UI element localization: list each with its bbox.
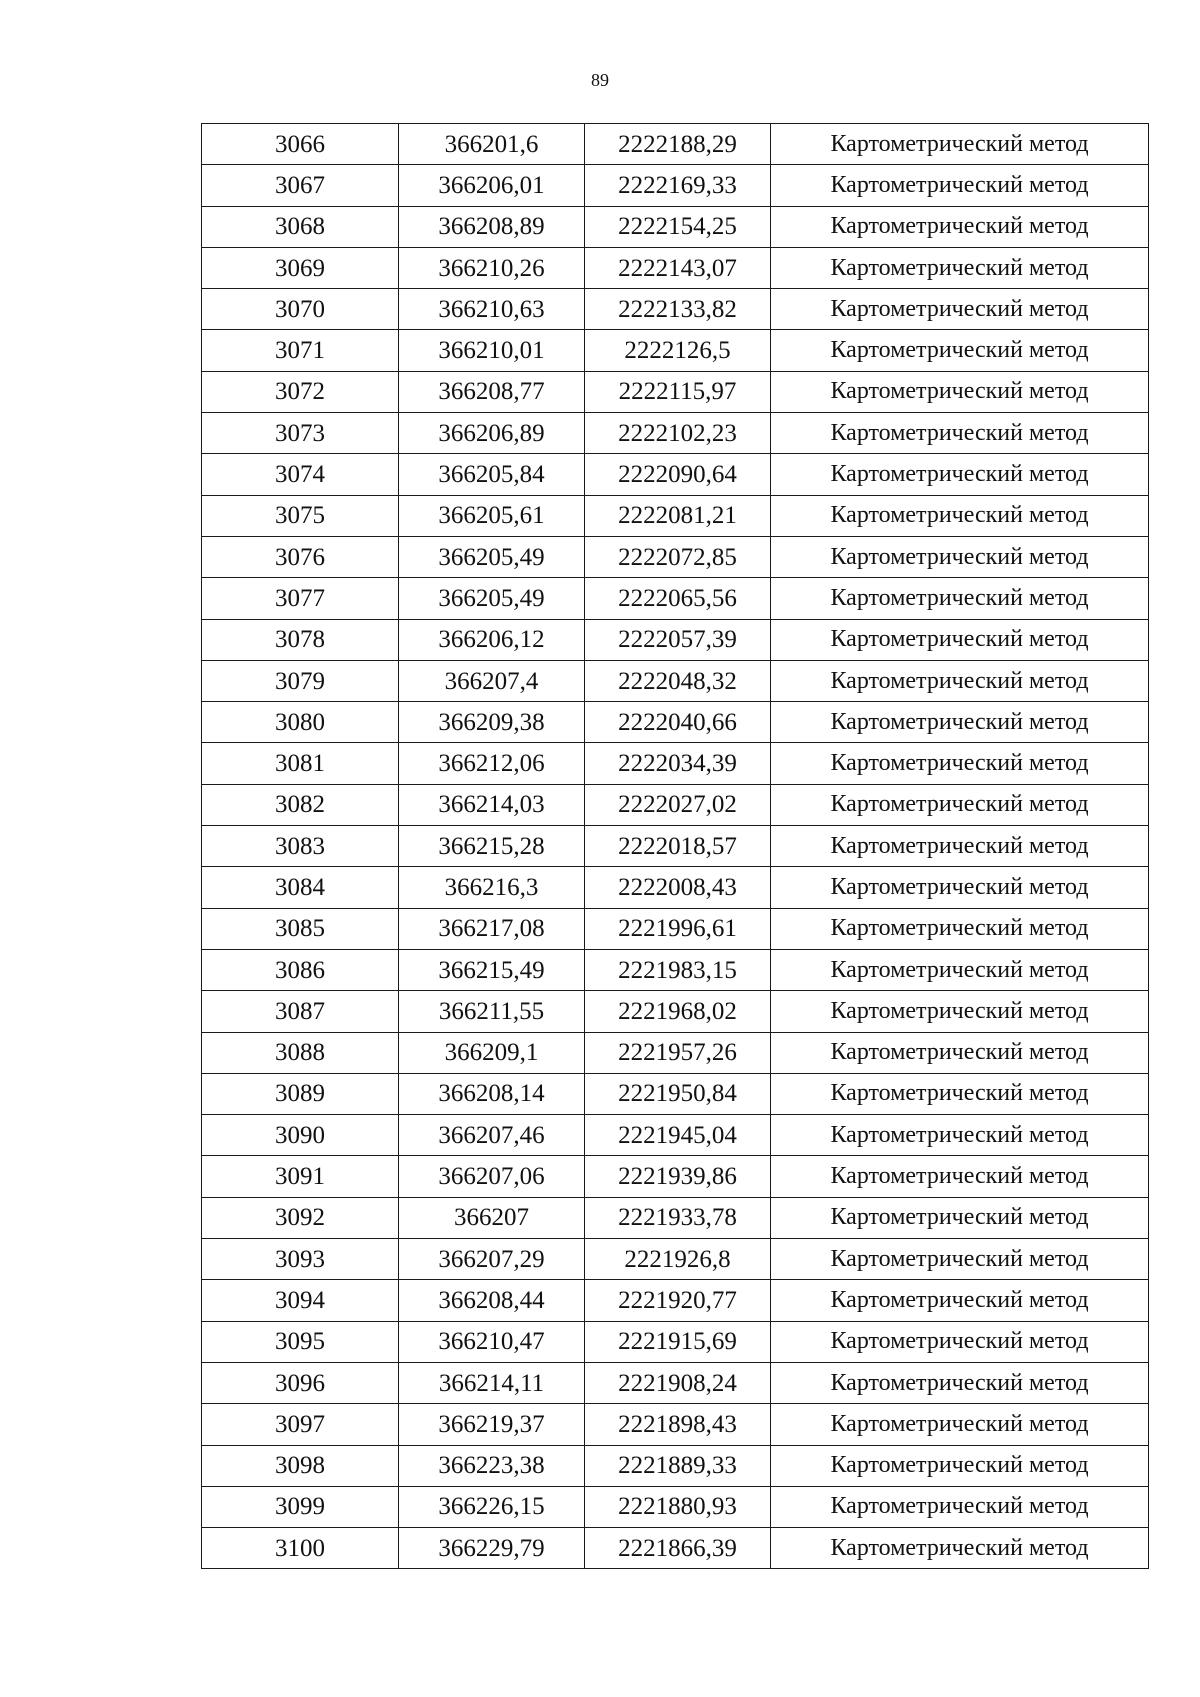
table-row xyxy=(202,289,1149,330)
x-coordinate-cell: 366214,11 xyxy=(399,1362,585,1403)
method-cell: Картометрический метод xyxy=(771,1239,1149,1280)
x-coordinate-cell: 366214,03 xyxy=(399,784,585,825)
y-coordinate-cell: 2221939,86 xyxy=(585,1156,771,1197)
method-cell: Картометрический метод xyxy=(771,949,1149,990)
method-cell: Картометрический метод xyxy=(771,289,1149,330)
table-body xyxy=(202,124,1149,1569)
method-cell: Картометрический метод xyxy=(771,867,1149,908)
y-coordinate-cell: 2222034,39 xyxy=(585,743,771,784)
table-row xyxy=(202,908,1149,949)
y-coordinate-cell: 2221915,69 xyxy=(585,1321,771,1362)
point-number-cell: 3070 xyxy=(202,289,399,330)
method-cell: Картометрический метод xyxy=(771,1362,1149,1403)
point-number-cell: 3075 xyxy=(202,495,399,536)
x-coordinate-cell: 366207,29 xyxy=(399,1239,585,1280)
point-number-cell: 3096 xyxy=(202,1362,399,1403)
table-row xyxy=(202,619,1149,660)
x-coordinate-cell: 366208,89 xyxy=(399,206,585,247)
y-coordinate-cell: 2222048,32 xyxy=(585,660,771,701)
x-coordinate-cell: 366207,06 xyxy=(399,1156,585,1197)
method-cell: Картометрический метод xyxy=(771,1032,1149,1073)
point-number-cell: 3085 xyxy=(202,908,399,949)
y-coordinate-cell: 2221889,33 xyxy=(585,1445,771,1486)
point-number-cell: 3098 xyxy=(202,1445,399,1486)
method-cell: Картометрический метод xyxy=(771,536,1149,577)
method-cell: Картометрический метод xyxy=(771,826,1149,867)
point-number-cell: 3094 xyxy=(202,1280,399,1321)
y-coordinate-cell: 2222188,29 xyxy=(585,124,771,165)
point-number-cell: 3090 xyxy=(202,1115,399,1156)
x-coordinate-cell: 366219,37 xyxy=(399,1404,585,1445)
x-coordinate-cell: 366206,01 xyxy=(399,165,585,206)
x-coordinate-cell: 366205,84 xyxy=(399,454,585,495)
point-number-cell: 3079 xyxy=(202,660,399,701)
y-coordinate-cell: 2221933,78 xyxy=(585,1197,771,1238)
y-coordinate-cell: 2221996,61 xyxy=(585,908,771,949)
table-row xyxy=(202,165,1149,206)
method-cell: Картометрический метод xyxy=(771,124,1149,165)
y-coordinate-cell: 2221920,77 xyxy=(585,1280,771,1321)
y-coordinate-cell: 2222169,33 xyxy=(585,165,771,206)
y-coordinate-cell: 2222018,57 xyxy=(585,826,771,867)
y-coordinate-cell: 2222102,23 xyxy=(585,413,771,454)
method-cell: Картометрический метод xyxy=(771,702,1149,743)
point-number-cell: 3086 xyxy=(202,949,399,990)
y-coordinate-cell: 2222115,97 xyxy=(585,371,771,412)
y-coordinate-cell: 2221945,04 xyxy=(585,1115,771,1156)
point-number-cell: 3093 xyxy=(202,1239,399,1280)
table-row xyxy=(202,784,1149,825)
method-cell: Картометрический метод xyxy=(771,1486,1149,1527)
y-coordinate-cell: 2221957,26 xyxy=(585,1032,771,1073)
y-coordinate-cell: 2222090,64 xyxy=(585,454,771,495)
point-number-cell: 3069 xyxy=(202,247,399,288)
method-cell: Картометрический метод xyxy=(771,330,1149,371)
method-cell: Картометрический метод xyxy=(771,991,1149,1032)
point-number-cell: 3080 xyxy=(202,702,399,743)
table-row xyxy=(202,1321,1149,1362)
method-cell: Картометрический метод xyxy=(771,247,1149,288)
x-coordinate-cell: 366208,14 xyxy=(399,1073,585,1114)
table-row xyxy=(202,413,1149,454)
x-coordinate-cell: 366201,6 xyxy=(399,124,585,165)
y-coordinate-cell: 2222057,39 xyxy=(585,619,771,660)
x-coordinate-cell: 366216,3 xyxy=(399,867,585,908)
y-coordinate-cell: 2221908,24 xyxy=(585,1362,771,1403)
coordinates-table xyxy=(201,123,1149,1569)
y-coordinate-cell: 2221926,8 xyxy=(585,1239,771,1280)
x-coordinate-cell: 366229,79 xyxy=(399,1528,585,1569)
method-cell: Картометрический метод xyxy=(771,1280,1149,1321)
table-row xyxy=(202,495,1149,536)
y-coordinate-cell: 2222133,82 xyxy=(585,289,771,330)
point-number-cell: 3072 xyxy=(202,371,399,412)
y-coordinate-cell: 2222154,25 xyxy=(585,206,771,247)
x-coordinate-cell: 366210,47 xyxy=(399,1321,585,1362)
table-row xyxy=(202,826,1149,867)
point-number-cell: 3095 xyxy=(202,1321,399,1362)
y-coordinate-cell: 2222126,5 xyxy=(585,330,771,371)
x-coordinate-cell: 366217,08 xyxy=(399,908,585,949)
point-number-cell: 3071 xyxy=(202,330,399,371)
x-coordinate-cell: 366209,38 xyxy=(399,702,585,743)
y-coordinate-cell: 2222008,43 xyxy=(585,867,771,908)
x-coordinate-cell: 366205,49 xyxy=(399,578,585,619)
x-coordinate-cell: 366210,26 xyxy=(399,247,585,288)
point-number-cell: 3068 xyxy=(202,206,399,247)
table-row xyxy=(202,702,1149,743)
method-cell: Картометрический метод xyxy=(771,1115,1149,1156)
point-number-cell: 3083 xyxy=(202,826,399,867)
method-cell: Картометрический метод xyxy=(771,413,1149,454)
method-cell: Картометрический метод xyxy=(771,743,1149,784)
x-coordinate-cell: 366207,46 xyxy=(399,1115,585,1156)
x-coordinate-cell: 366207 xyxy=(399,1197,585,1238)
point-number-cell: 3078 xyxy=(202,619,399,660)
point-number-cell: 3092 xyxy=(202,1197,399,1238)
table-row xyxy=(202,949,1149,990)
point-number-cell: 3100 xyxy=(202,1528,399,1569)
method-cell: Картометрический метод xyxy=(771,619,1149,660)
table-row xyxy=(202,1445,1149,1486)
table-row xyxy=(202,454,1149,495)
table-row xyxy=(202,1032,1149,1073)
point-number-cell: 3077 xyxy=(202,578,399,619)
x-coordinate-cell: 366206,12 xyxy=(399,619,585,660)
method-cell: Картометрический метод xyxy=(771,784,1149,825)
method-cell: Картометрический метод xyxy=(771,578,1149,619)
y-coordinate-cell: 2221950,84 xyxy=(585,1073,771,1114)
table-row xyxy=(202,1073,1149,1114)
x-coordinate-cell: 366205,61 xyxy=(399,495,585,536)
table-row xyxy=(202,536,1149,577)
method-cell: Картометрический метод xyxy=(771,1445,1149,1486)
y-coordinate-cell: 2221866,39 xyxy=(585,1528,771,1569)
x-coordinate-cell: 366215,49 xyxy=(399,949,585,990)
point-number-cell: 3073 xyxy=(202,413,399,454)
table-row xyxy=(202,1239,1149,1280)
y-coordinate-cell: 2222065,56 xyxy=(585,578,771,619)
y-coordinate-cell: 2221983,15 xyxy=(585,949,771,990)
x-coordinate-cell: 366210,01 xyxy=(399,330,585,371)
table-row xyxy=(202,1115,1149,1156)
y-coordinate-cell: 2221898,43 xyxy=(585,1404,771,1445)
point-number-cell: 3081 xyxy=(202,743,399,784)
y-coordinate-cell: 2222081,21 xyxy=(585,495,771,536)
table-row xyxy=(202,1280,1149,1321)
method-cell: Картометрический метод xyxy=(771,908,1149,949)
method-cell: Картометрический метод xyxy=(771,660,1149,701)
y-coordinate-cell: 2222040,66 xyxy=(585,702,771,743)
table-row xyxy=(202,578,1149,619)
table-row xyxy=(202,867,1149,908)
table-row xyxy=(202,660,1149,701)
x-coordinate-cell: 366226,15 xyxy=(399,1486,585,1527)
x-coordinate-cell: 366223,38 xyxy=(399,1445,585,1486)
method-cell: Картометрический метод xyxy=(771,1321,1149,1362)
point-number-cell: 3089 xyxy=(202,1073,399,1114)
method-cell: Картометрический метод xyxy=(771,495,1149,536)
point-number-cell: 3066 xyxy=(202,124,399,165)
method-cell: Картометрический метод xyxy=(771,206,1149,247)
table-row xyxy=(202,991,1149,1032)
x-coordinate-cell: 366208,44 xyxy=(399,1280,585,1321)
method-cell: Картометрический метод xyxy=(771,454,1149,495)
table-row xyxy=(202,743,1149,784)
y-coordinate-cell: 2221880,93 xyxy=(585,1486,771,1527)
y-coordinate-cell: 2222143,07 xyxy=(585,247,771,288)
x-coordinate-cell: 366207,4 xyxy=(399,660,585,701)
y-coordinate-cell: 2222027,02 xyxy=(585,784,771,825)
point-number-cell: 3087 xyxy=(202,991,399,1032)
table-row xyxy=(202,1156,1149,1197)
point-number-cell: 3097 xyxy=(202,1404,399,1445)
method-cell: Картометрический метод xyxy=(771,1156,1149,1197)
page-number: 89 xyxy=(591,70,609,90)
table-row xyxy=(202,247,1149,288)
x-coordinate-cell: 366210,63 xyxy=(399,289,585,330)
x-coordinate-cell: 366206,89 xyxy=(399,413,585,454)
point-number-cell: 3099 xyxy=(202,1486,399,1527)
table-row xyxy=(202,330,1149,371)
y-coordinate-cell: 2222072,85 xyxy=(585,536,771,577)
table-row xyxy=(202,124,1149,165)
x-coordinate-cell: 366215,28 xyxy=(399,826,585,867)
method-cell: Картометрический метод xyxy=(771,1197,1149,1238)
method-cell: Картометрический метод xyxy=(771,1073,1149,1114)
table-row xyxy=(202,1197,1149,1238)
method-cell: Картометрический метод xyxy=(771,165,1149,206)
point-number-cell: 3082 xyxy=(202,784,399,825)
point-number-cell: 3076 xyxy=(202,536,399,577)
method-cell: Картометрический метод xyxy=(771,1528,1149,1569)
point-number-cell: 3091 xyxy=(202,1156,399,1197)
point-number-cell: 3088 xyxy=(202,1032,399,1073)
point-number-cell: 3074 xyxy=(202,454,399,495)
table-row xyxy=(202,1362,1149,1403)
y-coordinate-cell: 2221968,02 xyxy=(585,991,771,1032)
method-cell: Картометрический метод xyxy=(771,1404,1149,1445)
table-row xyxy=(202,1528,1149,1569)
table-row xyxy=(202,1404,1149,1445)
point-number-cell: 3067 xyxy=(202,165,399,206)
x-coordinate-cell: 366211,55 xyxy=(399,991,585,1032)
x-coordinate-cell: 366209,1 xyxy=(399,1032,585,1073)
method-cell: Картометрический метод xyxy=(771,371,1149,412)
table-row xyxy=(202,1486,1149,1527)
x-coordinate-cell: 366205,49 xyxy=(399,536,585,577)
table-row xyxy=(202,371,1149,412)
table-row xyxy=(202,206,1149,247)
point-number-cell: 3084 xyxy=(202,867,399,908)
x-coordinate-cell: 366212,06 xyxy=(399,743,585,784)
x-coordinate-cell: 366208,77 xyxy=(399,371,585,412)
